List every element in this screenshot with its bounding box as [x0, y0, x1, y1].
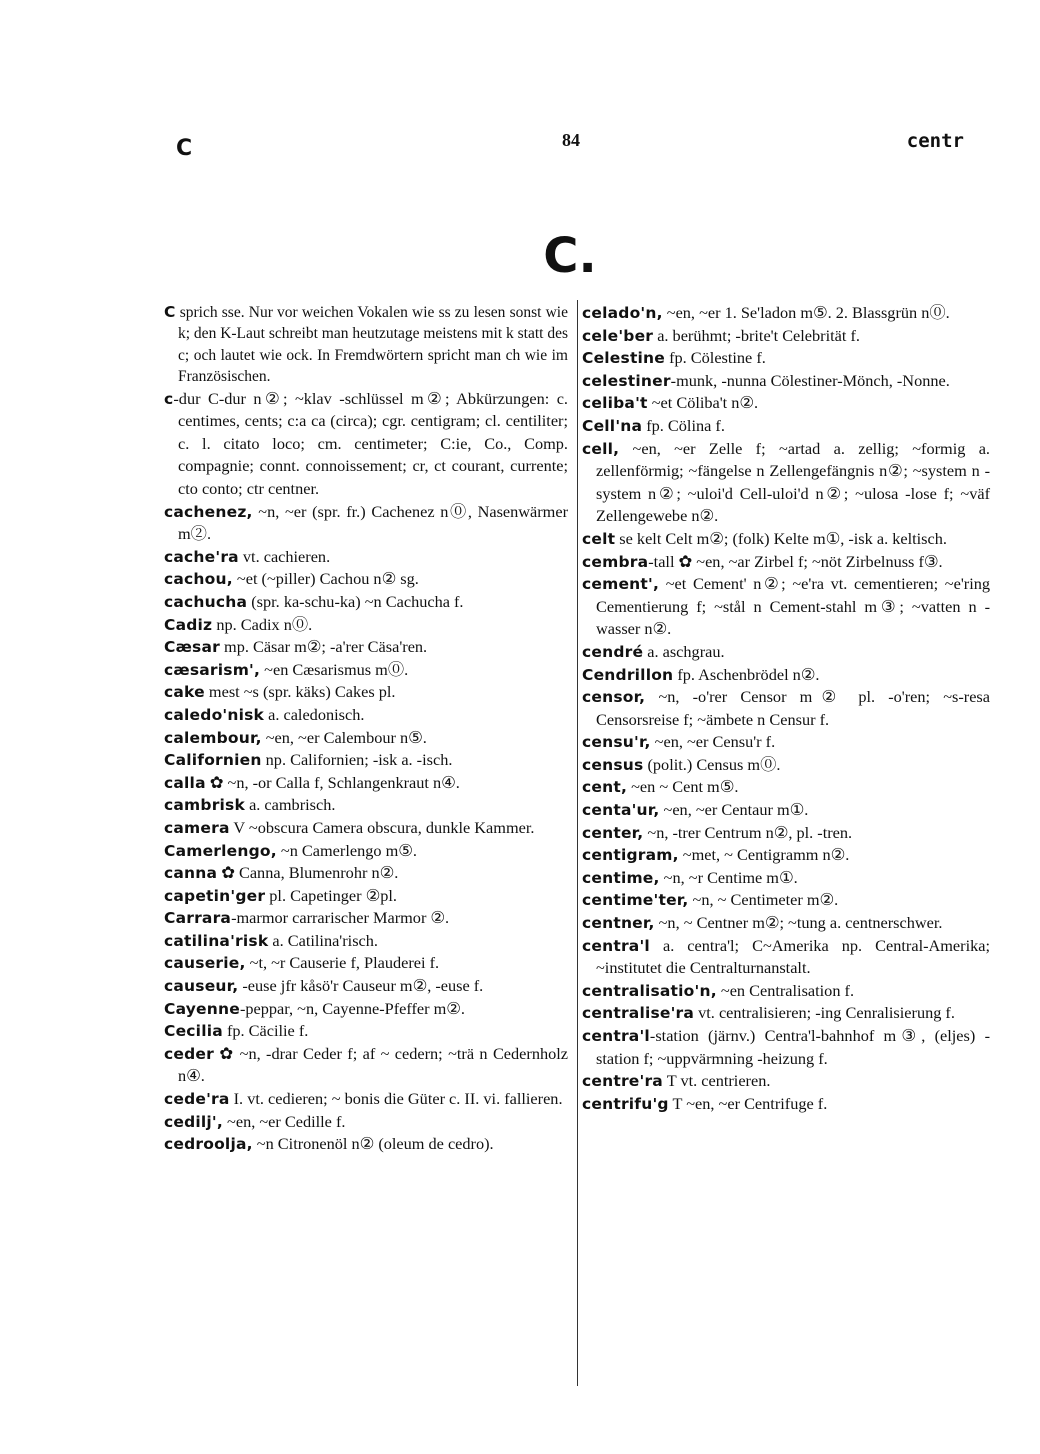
left-column [164, 302, 568, 1156]
entry-definition: ~en, ~er Cedille f. [222, 1111, 346, 1131]
entry-headword: cembra [582, 552, 649, 571]
entry-headword: centra'l [582, 936, 650, 955]
dictionary-entry [582, 1025, 990, 1070]
entry-headword: Cecilia [164, 1022, 223, 1041]
entry-definition: np. Californien; -isk a. -isch. [261, 750, 453, 770]
entry-headword: center, [582, 823, 644, 842]
entry-headword: calembour, [164, 728, 262, 747]
entry-definition: (spr. ka-schu-ka) ~n Cachucha f. [247, 591, 464, 611]
entry-definition: pl. Capetinger ②pl. [265, 885, 397, 905]
dictionary-entry [164, 681, 568, 704]
entry-definition: -peppar, ~n, Cayenne-Pfeffer m②. [239, 998, 465, 1018]
entry-headword: ceder [164, 1044, 214, 1063]
entry-definition: a. caledonisch. [264, 704, 365, 724]
entry-headword: cement', [582, 575, 660, 594]
right-column [582, 302, 990, 1115]
entry-definition: a. aschgrau. [643, 641, 725, 661]
entry-headword: cake [164, 683, 205, 702]
entry-definition: ~en, ~er 1. Se'ladon m⑤. 2. Blassgrün n⓪. [662, 303, 950, 322]
dictionary-entry [582, 664, 990, 687]
dictionary-entry [164, 302, 568, 388]
dictionary-entry [164, 749, 568, 772]
entry-definition: ~n Citronenöl n② (oleum de cedro). [252, 1134, 494, 1154]
entry-headword: c [164, 389, 174, 408]
dictionary-entry [582, 551, 990, 574]
entry-headword: centralisatio'n, [582, 981, 717, 1000]
entry-headword: centigram, [582, 846, 679, 865]
entry-definition: I. vt. cedieren; ~ bonis die Güter c. II. vi. fallieren. [229, 1089, 563, 1109]
entry-headword: Cadiz [164, 615, 213, 634]
dictionary-entry [164, 1111, 568, 1134]
entry-headword: censor, [582, 688, 646, 707]
entry-definition: a. Catilina'risch. [268, 930, 378, 950]
entry-definition: T ~en, ~er Centrifuge f. [668, 1093, 828, 1113]
entry-definition: a. cambrisch. [245, 795, 336, 815]
entry-headword: causerie, [164, 954, 246, 973]
entry-definition: ~en ~ Cent m⑤. [627, 777, 739, 797]
entry-headword: Carrara [164, 909, 232, 928]
dictionary-entry [164, 885, 568, 908]
dictionary-entry [164, 794, 568, 817]
entry-definition: sprich sse. Nur vor weichen Vokalen wie ss zu lesen sonst wie k; den K-Laut schreibt man heutzutage meistens mit k statt des c; och lautet wie ock. In Fremdwörtern spricht man ch wie im Französischen. [175, 304, 568, 386]
entry-definition: ~en, ~er Centaur m①. [659, 800, 809, 820]
entry-definition: mp. Cäsar m②; -a'rer Cäsa'ren. [219, 637, 428, 657]
entry-definition: se kelt Celt m②; (folk) Kelte m①, -isk a. keltisch. [615, 528, 947, 548]
dictionary-entry [582, 347, 990, 370]
dictionary-entry [582, 731, 990, 754]
dictionary-entry [164, 952, 568, 975]
entry-headword: cent, [582, 778, 628, 797]
entry-headword: celestiner [582, 371, 671, 390]
dictionary-entry [582, 754, 990, 777]
page-number: 84 [562, 130, 580, 150]
entry-headword: calla [164, 773, 206, 792]
entry-definition: ~n, ~er (spr. fr.) Cachenez n⓪, Nasenwärmer m②. [178, 501, 568, 544]
entry-headword: canna [164, 864, 218, 883]
entry-definition: ~n, ~ Centner m②; ~tung a. centnerschwer. [654, 913, 943, 933]
entry-definition: -dur C-dur n②; ~klav -schlüssel m②; Abkürzungen: c. centimes, cents; c:a ca (circa); cgr. centigram; cl. centiliter; c. l. citato loco; cm. centimeter; C:ie, Co., Comp. compagnie; connt. connoissement; cr, ct courant, currente; cto conto; ctr centner. [173, 388, 568, 498]
header-left-letter: C [176, 136, 193, 161]
dictionary-entry [164, 1043, 568, 1088]
entry-definition: -tall ✿ ~en, ~ar Zirbel f; ~nöt Zirbelnuss f③. [648, 551, 943, 571]
entry-definition: (polit.) Census m⓪. [643, 754, 781, 774]
entry-headword: centime, [582, 868, 660, 887]
dictionary-entry [582, 325, 990, 348]
dictionary-entry [164, 659, 568, 682]
entry-definition: ✿ ~n, -drar Ceder f; af ~ cedern; ~trä n Cedernholz n④. [178, 1043, 568, 1086]
entry-headword: celiba't [582, 394, 648, 413]
dictionary-entry [164, 817, 568, 840]
entry-definition: ✿ Canna, Blumenrohr n②. [217, 863, 399, 883]
dictionary-entry [582, 573, 990, 641]
entry-definition: a. berühmt; -brite't Celebrität f. [653, 325, 860, 345]
dictionary-entry [582, 1093, 990, 1116]
dictionary-entry [582, 912, 990, 935]
entry-definition: fp. Aschenbrödel n②. [673, 664, 820, 684]
dictionary-entry [164, 614, 568, 637]
dictionary-entry [164, 772, 568, 795]
dictionary-entry [164, 591, 568, 614]
entry-headword: Celestine [582, 349, 666, 368]
entry-headword: census [582, 755, 644, 774]
dictionary-entry [582, 867, 990, 890]
header-right-word: centr [906, 130, 964, 152]
entry-headword: capetin'ger [164, 886, 266, 905]
dictionary-entry [164, 388, 568, 501]
entry-definition: -station (järnv.) Centra'l-bahnhof m③, (eljes) -station f; ~uppvärmning -heizung f. [596, 1026, 990, 1068]
entry-headword: centralise'ra [582, 1004, 695, 1023]
dictionary-entry [164, 546, 568, 569]
dictionary-entry [582, 1070, 990, 1093]
dictionary-entry [164, 862, 568, 885]
entry-definition: fp. Cäcilie f. [222, 1021, 309, 1041]
entry-definition: ~n, -trer Centrum n②, pl. -tren. [643, 822, 853, 842]
entry-headword: cachou, [164, 570, 233, 589]
entry-definition: -marmor carrarischer Marmor ②. [231, 908, 450, 928]
entry-definition: ~et Cöliba't n②. [647, 393, 759, 413]
dictionary-entry [164, 1020, 568, 1043]
entry-definition: vt. cachieren. [238, 546, 331, 566]
dictionary-entry [582, 392, 990, 415]
entry-definition: ~t, ~r Causerie f, Plauderei f. [245, 953, 440, 973]
entry-definition: fp. Cölina f. [642, 415, 725, 435]
entry-definition: ~n, ~r Centime m①. [659, 867, 798, 887]
entry-headword: cede'ra [164, 1090, 230, 1109]
entry-headword: cedilj', [164, 1112, 223, 1131]
entry-headword: centime'ter, [582, 891, 689, 910]
dictionary-entry [164, 930, 568, 953]
entry-definition: fp. Cölestine f. [665, 348, 766, 368]
dictionary-entry [582, 844, 990, 867]
entry-definition: ~en, ~er Censu'r f. [650, 732, 776, 752]
entry-headword: cache'ra [164, 547, 239, 566]
column-divider [577, 300, 578, 1386]
dictionary-entry [582, 889, 990, 912]
dictionary-entry [164, 704, 568, 727]
entry-definition: ~en, ~er Zelle f; ~artad a. zellig; ~formig a. zellenförmig; ~fängelse n Zellengefängnis n②; ~system n -system n②; ~uloi'd Cell-uloi'd n②; ~ulosa -lose f; ~väf Zellengewebe n②. [596, 438, 990, 526]
entry-definition: -munk, -nunna Cölestiner-Mönch, -Nonne. [670, 370, 950, 390]
entry-headword: catilina'risk [164, 931, 269, 950]
entry-headword: caledo'nisk [164, 705, 265, 724]
entry-headword: Californien [164, 751, 262, 770]
dictionary-entry [582, 686, 990, 731]
dictionary-entry [582, 776, 990, 799]
entry-headword: causeur, [164, 977, 239, 996]
entry-headword: celt [582, 529, 616, 548]
entry-headword: C [164, 303, 176, 321]
dictionary-entry [164, 907, 568, 930]
dictionary-entry [582, 415, 990, 438]
dictionary-entry [164, 1088, 568, 1111]
entry-headword: Camerlengo, [164, 841, 277, 860]
entry-definition: ✿ ~n, -or Calla f, Schlangenkraut n④. [205, 772, 460, 792]
entry-definition: ~n, ~ Centimeter m②. [688, 890, 839, 910]
dictionary-entry [582, 528, 990, 551]
entry-definition: -euse jfr kåsö'r Causeur m②, -euse f. [238, 976, 484, 996]
dictionary-entry [582, 302, 990, 325]
entry-definition: T vt. centrieren. [662, 1071, 771, 1091]
entry-definition: ~n Camerlengo m⑤. [276, 840, 417, 860]
entry-definition: ~et Cement' n②; ~e'ra vt. cementieren; ~e'ring Cementierung f; ~stål n Cement-stahl m③; ~vatten n -wasser n②. [596, 574, 990, 639]
entry-headword: cell, [582, 439, 620, 458]
entry-definition: vt. centralisieren; -ing Cenralisierung f. [694, 1003, 955, 1023]
entry-headword: celado'n, [582, 304, 663, 322]
entry-headword: centner, [582, 914, 655, 933]
entry-definition: a. centra'l; C~Amerika np. Central-Amerika; ~institutet die Centralturnanstalt. [596, 935, 990, 978]
entry-headword: censu'r, [582, 733, 651, 752]
entry-definition: V ~obscura Camera obscura, dunkle Kammer. [229, 817, 535, 837]
entry-definition: np. Cadix n⓪. [212, 614, 313, 634]
section-letter: C. [543, 228, 597, 284]
dictionary-entry [582, 1002, 990, 1025]
entry-headword: cendré [582, 642, 644, 661]
dictionary-entry [582, 438, 990, 528]
entry-headword: cachenez, [164, 502, 253, 521]
running-head [170, 128, 964, 161]
entry-headword: cæsarism', [164, 660, 261, 679]
dictionary-entry [164, 568, 568, 591]
dictionary-entry [582, 799, 990, 822]
entry-headword: centre'ra [582, 1072, 663, 1091]
dictionary-entry [164, 501, 568, 546]
entry-definition: ~n, -o'rer Censor m② pl. -o'ren; ~s-resa Censorsreise f; ~ämbete n Censur f. [596, 687, 990, 729]
dictionary-entry [582, 641, 990, 664]
entry-headword: camera [164, 818, 230, 837]
entry-headword: centrifu'g [582, 1094, 669, 1113]
dictionary-entry [582, 822, 990, 845]
dictionary-entry [582, 370, 990, 393]
entry-definition: ~met, ~ Centigramm n②. [678, 845, 850, 865]
entry-definition: mest ~s (spr. käks) Cakes pl. [204, 682, 396, 702]
dictionary-entry [164, 636, 568, 659]
dictionary-entry [164, 1133, 568, 1156]
dictionary-entry [164, 840, 568, 863]
entry-headword: Cendrillon [582, 665, 674, 684]
entry-headword: cedroolja, [164, 1135, 253, 1154]
entry-headword: cele'ber [582, 326, 654, 345]
entry-headword: Cell'na [582, 416, 643, 435]
dictionary-entry [582, 980, 990, 1003]
dictionary-entry [164, 998, 568, 1021]
entry-headword: Cæsar [164, 638, 220, 657]
entry-headword: cambrisk [164, 796, 245, 815]
entry-definition: ~en Cæsarismus m⓪. [260, 659, 409, 679]
entry-definition: ~et (~piller) Cachou n② sg. [232, 569, 419, 589]
entry-headword: centa'ur, [582, 801, 660, 820]
dictionary-entry [164, 727, 568, 750]
entry-definition: ~en, ~er Calembour n⑤. [261, 727, 427, 747]
entry-definition: ~en Centralisation f. [716, 980, 855, 1000]
dictionary-entry [164, 975, 568, 998]
entry-headword: cachucha [164, 592, 248, 611]
entry-headword: Cayenne [164, 999, 240, 1018]
dictionary-entry [582, 935, 990, 980]
entry-headword: centra'l [582, 1027, 650, 1045]
